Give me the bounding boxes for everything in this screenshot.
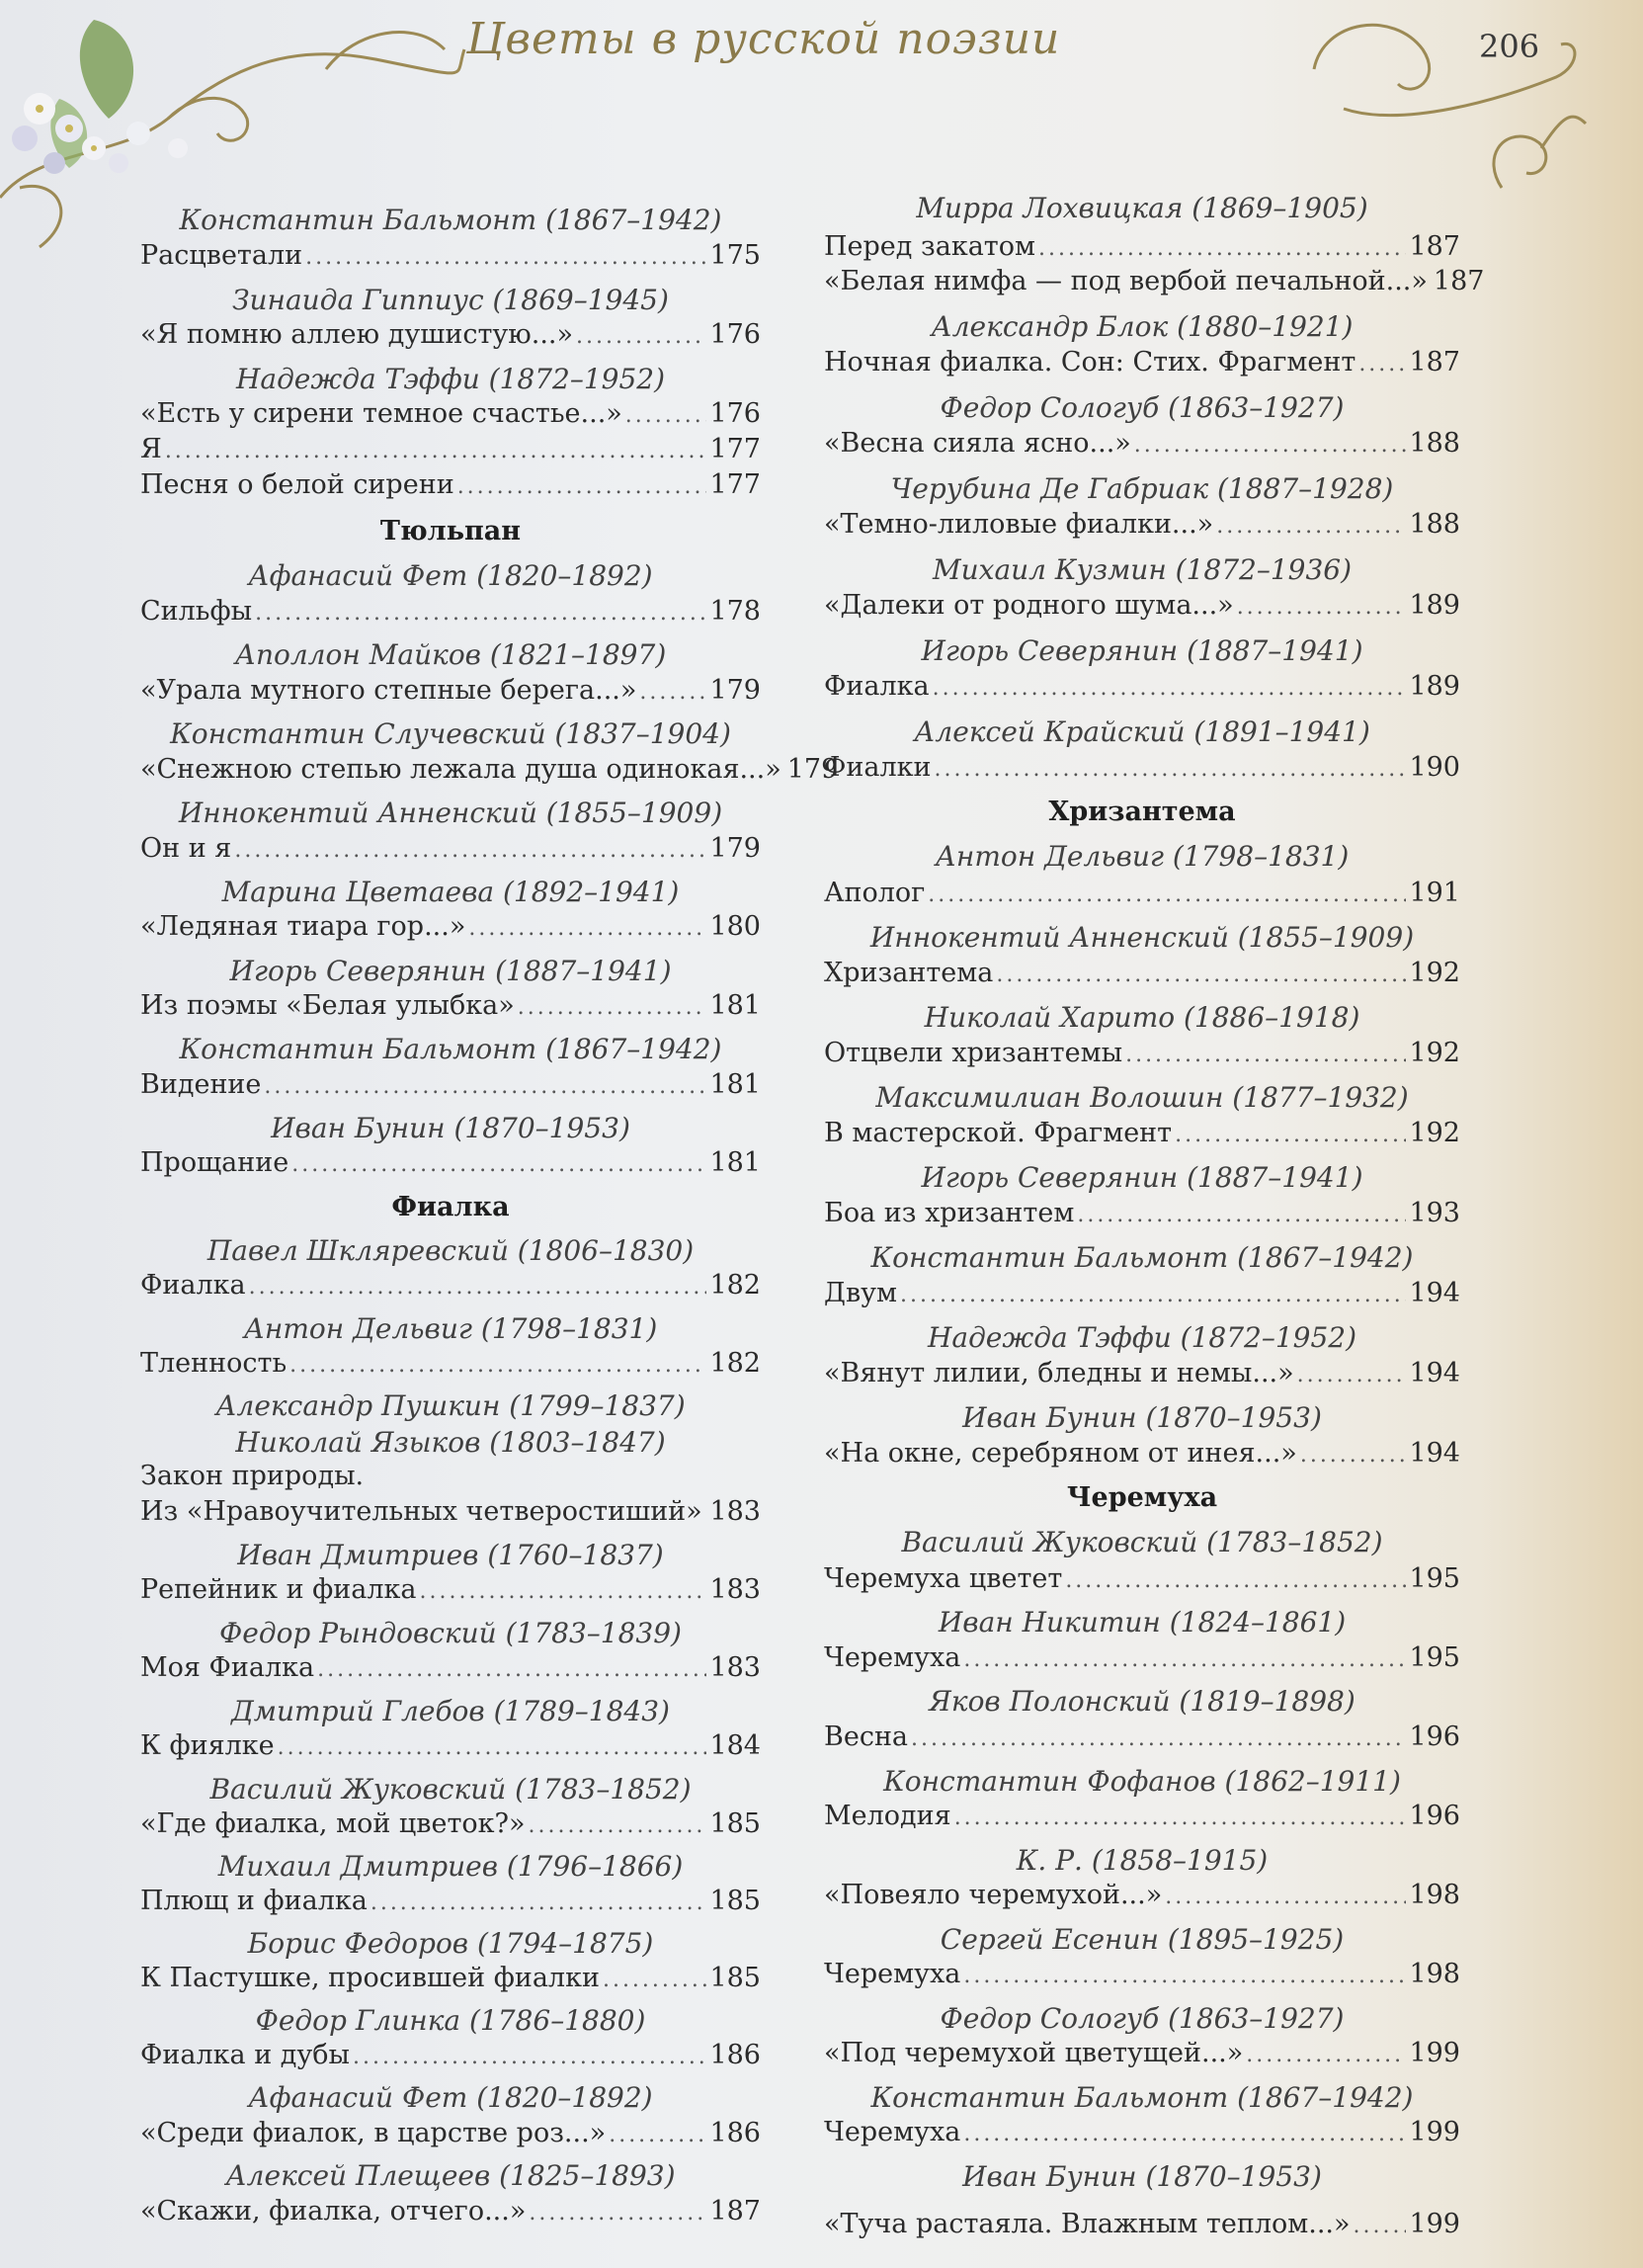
- dot-leader: [1065, 1568, 1406, 1593]
- toc-entry: [824, 1118, 1460, 1148]
- poem-title: Он и я: [140, 833, 232, 864]
- author-heading: Константин Бальмонт (1867–1942): [179, 204, 722, 236]
- toc-entry: [824, 958, 1460, 988]
- toc-entry: [824, 1198, 1460, 1228]
- toc-line-continued: Закон природы.: [140, 1461, 365, 1491]
- toc-entry: [140, 1496, 761, 1527]
- author-heading: Борис Федоров (1794–1875): [247, 1927, 654, 1960]
- poem-title: Черемуха: [824, 1642, 961, 1673]
- toc-entry: [140, 1963, 761, 1993]
- dot-leader: [1216, 514, 1406, 539]
- toc-entry: [140, 1069, 761, 1100]
- poem-title: Фиалки: [824, 752, 932, 783]
- author-heading: Яков Полонский (1819–1898): [929, 1685, 1355, 1718]
- dot-leader: [1134, 433, 1407, 458]
- page-ref: 177: [709, 469, 761, 500]
- dot-leader: [963, 1964, 1406, 1988]
- poem-title: Перед закатом: [824, 231, 1035, 262]
- author-heading: Мирра Лохвицкая (1869–1905): [916, 192, 1368, 224]
- page-number: 206: [1479, 28, 1540, 65]
- toc-entry: [824, 1438, 1460, 1469]
- toc-entry: [140, 1652, 761, 1683]
- page-ref: 179: [786, 754, 839, 785]
- author-heading: Николай Харито (1886–1918): [924, 1001, 1360, 1034]
- poem-title: «Где фиалка, мой цветок?»: [140, 1808, 526, 1839]
- dot-leader: [996, 963, 1406, 987]
- poem-title: Из поэмы «Белая улыбка»: [140, 990, 515, 1021]
- author-heading: Павел Шкляревский (1806–1830): [206, 1234, 695, 1267]
- page-ref: 189: [1409, 671, 1460, 702]
- section-heading: Тюльпан: [379, 516, 522, 546]
- page-ref: 184: [709, 1730, 761, 1761]
- toc-entry: [140, 1270, 761, 1301]
- toc-entry: [824, 1959, 1460, 1989]
- dot-leader: [289, 1353, 706, 1378]
- dot-leader: [1077, 1203, 1406, 1227]
- poem-title: К фиялке: [140, 1730, 275, 1761]
- toc-entry: [140, 1730, 761, 1761]
- author-heading: Василий Жуковский (1783–1852): [901, 1526, 1383, 1558]
- poem-title: Сильфы: [140, 596, 253, 627]
- author-heading: Иван Никитин (1824–1861): [938, 1606, 1347, 1638]
- dot-leader: [234, 838, 706, 863]
- author-heading: Александр Блок (1880–1921): [931, 310, 1354, 343]
- dot-leader: [963, 1647, 1406, 1672]
- dot-leader: [935, 757, 1407, 782]
- page-ref: 177: [709, 434, 761, 464]
- toc-entry: [824, 1278, 1460, 1308]
- toc-entry: [140, 911, 761, 942]
- author-heading: Михаил Кузмин (1872–1936): [932, 553, 1353, 586]
- dot-leader: [529, 2201, 706, 2226]
- page-ref: 196: [1409, 1801, 1460, 1831]
- toc-entry: [140, 1886, 761, 1916]
- dot-leader: [705, 1501, 707, 1526]
- page-ref: 192: [1409, 1038, 1460, 1068]
- toc-entry: [140, 1147, 761, 1178]
- toc-entry: [140, 675, 761, 706]
- dot-leader: [518, 995, 707, 1020]
- toc-entry: [824, 1880, 1460, 1910]
- dot-leader: [639, 680, 706, 705]
- toc-entry: [824, 878, 1460, 908]
- page-ref: 188: [1409, 509, 1460, 540]
- poem-title: Тленность: [140, 1348, 288, 1379]
- poem-title: Расцветали: [140, 240, 303, 271]
- poem-title: Песня о белой сирени: [140, 469, 454, 500]
- author-heading: Зинаида Гиппиус (1869–1945): [232, 284, 669, 316]
- dot-leader: [576, 324, 706, 349]
- page-ref: 193: [1409, 1198, 1460, 1228]
- toc-entry: [140, 833, 761, 864]
- dot-leader: [625, 403, 707, 428]
- author-heading: Алексей Плещеев (1825–1893): [225, 2159, 676, 2192]
- dot-leader: [1165, 1885, 1406, 1909]
- page-ref: 187: [709, 2196, 761, 2226]
- poem-title: Фиалка: [824, 671, 930, 702]
- toc-entry: [824, 1038, 1460, 1068]
- dot-leader: [933, 676, 1407, 701]
- poem-title: Аполог: [824, 878, 926, 908]
- page-ref: 186: [709, 2040, 761, 2070]
- poem-title: Из «Нравоучительных четверостиший»: [140, 1496, 702, 1527]
- section-heading: Фиалка: [391, 1192, 510, 1222]
- poem-title: Мелодия: [824, 1801, 951, 1831]
- dot-leader: [353, 2045, 706, 2069]
- poem-title: «Ледяная тиара гор...»: [140, 911, 466, 942]
- page-ref: 182: [709, 1270, 761, 1301]
- dot-leader: [1297, 1363, 1407, 1387]
- toc-entry: [140, 434, 761, 464]
- page-ref: 176: [709, 319, 761, 350]
- toc-entry: [824, 590, 1460, 621]
- page-ref: 191: [1409, 878, 1460, 908]
- toc-entry: [140, 1808, 761, 1839]
- page-ref: 182: [709, 1348, 761, 1379]
- toc-entry: [140, 2196, 761, 2226]
- toc-entry: [824, 752, 1460, 783]
- author-heading: Иннокентий Анненский (1855–1909): [869, 921, 1415, 954]
- author-heading: Аполлон Майков (1821–1897): [234, 638, 667, 671]
- author-heading: Федор Сологуб (1863–1927): [940, 2002, 1345, 2035]
- dot-leader: [305, 245, 706, 270]
- author-heading: Иван Бунин (1870–1953): [962, 1401, 1322, 1434]
- page-ref: 187: [1433, 266, 1485, 296]
- author-heading: Александр Пушкин (1799–1837): [215, 1389, 686, 1422]
- author-heading: Сергей Есенин (1895–1925): [940, 1923, 1345, 1956]
- page-ref: 198: [1409, 1959, 1460, 1989]
- poem-title: Видение: [140, 1069, 262, 1100]
- toc-entry: [824, 2117, 1460, 2147]
- toc-entry: [140, 1574, 761, 1605]
- author-heading: Игорь Северянин (1887–1941): [921, 634, 1363, 667]
- page-ref: 199: [1409, 2117, 1460, 2147]
- poem-title: К Пастушке, просившей фиалки: [140, 1963, 600, 1993]
- author-heading: К. Р. (1858–1915): [1016, 1844, 1269, 1877]
- poem-title: «Скажи, фиалка, отчего...»: [140, 2196, 527, 2226]
- page-ref: 196: [1409, 1722, 1460, 1752]
- page-ref: 199: [1409, 2038, 1460, 2068]
- author-heading: Черубина Де Габриак (1887–1928): [890, 472, 1394, 505]
- dot-leader: [1125, 1043, 1406, 1067]
- author-heading: Константин Бальмонт (1867–1942): [870, 1241, 1414, 1274]
- toc-entry: [140, 1348, 761, 1379]
- dot-leader: [1354, 2214, 1407, 2238]
- page-ref: 194: [1409, 1278, 1460, 1308]
- page-ref: 187: [1409, 231, 1460, 262]
- poem-title: Черемуха цветет: [824, 1563, 1063, 1594]
- page-ref: 185: [709, 1886, 761, 1916]
- author-heading: Василий Жуковский (1783–1852): [209, 1773, 692, 1806]
- author-heading: Федор Глинка (1786–1880): [255, 2004, 646, 2037]
- toc-entry: [140, 2118, 761, 2148]
- dot-leader: [963, 2122, 1406, 2146]
- author-heading: Иван Бунин (1870–1953): [962, 2160, 1322, 2193]
- poem-title: В мастерской. Фрагмент: [824, 1118, 1173, 1148]
- poem-title: Фиалка и дубы: [140, 2040, 351, 2070]
- page-ref: 192: [1409, 1118, 1460, 1148]
- page-ref: 194: [1409, 1438, 1460, 1469]
- toc-entry: [824, 1358, 1460, 1388]
- poem-title: «Темно-лиловые фиалки...»: [824, 509, 1214, 540]
- dot-leader: [278, 1735, 707, 1760]
- dot-leader: [1300, 1443, 1407, 1468]
- poem-title: Плющ и фиалка: [140, 1886, 368, 1916]
- poem-title: Черемуха: [824, 2117, 961, 2147]
- page-ref: 179: [709, 675, 761, 706]
- toc-entry: [824, 347, 1460, 378]
- page-ref: 195: [1409, 1642, 1460, 1673]
- poem-title: «Урала мутного степные берега...»: [140, 675, 637, 706]
- scroll-ornament: [1304, 0, 1601, 217]
- dot-leader: [954, 1806, 1407, 1830]
- author-heading: Игорь Северянин (1887–1941): [921, 1161, 1363, 1194]
- toc-entry: [824, 428, 1460, 459]
- dot-leader: [603, 1968, 707, 1992]
- toc-entry: [140, 398, 761, 429]
- author-heading: Федор Рындовский (1783–1839): [219, 1617, 682, 1649]
- author-heading: Афанасий Фет (1820–1892): [248, 2081, 653, 2114]
- page-ref: 178: [709, 596, 761, 627]
- poem-title: «Вянут лилии, бледны и немы...»: [824, 1358, 1294, 1388]
- poem-title: Черемуха: [824, 1959, 961, 1989]
- dot-leader: [1358, 352, 1406, 377]
- poem-title: Отцвели хризантемы: [824, 1038, 1123, 1068]
- poem-title: Двум: [824, 1278, 898, 1308]
- poem-title: Фиалка: [140, 1270, 246, 1301]
- dot-leader: [457, 474, 707, 499]
- page-ref: 183: [709, 1652, 761, 1683]
- author-heading: Надежда Тэффи (1872–1952): [927, 1321, 1357, 1354]
- dot-leader: [1246, 2043, 1406, 2067]
- toc-entry: [140, 319, 761, 350]
- poem-title: «Далеки от родного шума...»: [824, 590, 1234, 621]
- toc-entry: [140, 2040, 761, 2070]
- page-ref: 189: [1409, 590, 1460, 621]
- page-ref: 185: [709, 1808, 761, 1839]
- section-heading: Черемуха: [1066, 1482, 1218, 1513]
- dot-leader: [1175, 1123, 1406, 1147]
- dot-leader: [928, 882, 1406, 907]
- dot-leader: [900, 1283, 1406, 1307]
- dot-leader: [264, 1074, 706, 1099]
- poem-title: Репейник и фиалка: [140, 1574, 417, 1605]
- author-heading: Надежда Тэффи (1872–1952): [235, 363, 666, 395]
- poem-title: «На окне, серебряном от инея...»: [824, 1438, 1297, 1469]
- dot-leader: [420, 1579, 707, 1604]
- poem-title: Весна: [824, 1722, 909, 1752]
- author-heading: Алексей Крайский (1891–1941): [914, 715, 1370, 748]
- dot-leader: [911, 1726, 1406, 1751]
- toc-entry: [824, 266, 1485, 296]
- section-heading: Хризантема: [1048, 797, 1236, 827]
- page-ref: 181: [709, 1069, 761, 1100]
- page-ref: 179: [709, 833, 761, 864]
- dot-leader: [249, 1275, 707, 1300]
- page-ref: 199: [1409, 2209, 1460, 2239]
- toc-entry: [824, 671, 1460, 702]
- toc-entry: [140, 240, 761, 271]
- author-heading: Константин Фофанов (1862–1911): [883, 1765, 1401, 1798]
- toc-entry: [824, 231, 1460, 262]
- page-ref: 195: [1409, 1563, 1460, 1594]
- page-ref: 181: [709, 1147, 761, 1178]
- dot-leader: [317, 1657, 706, 1682]
- poem-title: «Среди фиалок, в царстве роз...»: [140, 2118, 607, 2148]
- author-heading: Афанасий Фет (1820–1892): [248, 559, 653, 592]
- page-ref: 180: [709, 911, 761, 942]
- toc-entry: [824, 1801, 1460, 1831]
- toc-entry: [824, 1563, 1460, 1594]
- dot-leader: [609, 2123, 706, 2147]
- author-heading: Иван Бунин (1870–1953): [271, 1112, 630, 1144]
- author-heading: Константин Бальмонт (1867–1942): [179, 1033, 722, 1065]
- author-heading: Дмитрий Глебов (1789–1843): [231, 1695, 670, 1727]
- page-ref: 183: [709, 1496, 761, 1527]
- author-heading: Марина Цветаева (1892–1941): [221, 876, 680, 908]
- author-heading: Игорь Северянин (1887–1941): [229, 955, 672, 987]
- poem-title: Я: [140, 434, 162, 464]
- author-heading: Николай Языков (1803–1847): [235, 1426, 666, 1459]
- author-heading: Антон Дельвиг (1798–1831): [935, 840, 1350, 873]
- page-ref: 185: [709, 1963, 761, 1993]
- poem-title: «Белая нимфа — под вербой печальной...»: [824, 266, 1428, 296]
- poem-title: «Повеяло черемухой...»: [824, 1880, 1163, 1910]
- page-ref: 188: [1409, 428, 1460, 459]
- poem-title: Боа из хризантем: [824, 1198, 1075, 1228]
- author-heading: Иван Дмитриев (1760–1837): [237, 1539, 664, 1571]
- dot-leader: [291, 1152, 706, 1177]
- page-ref: 190: [1409, 752, 1460, 783]
- page-ref: 175: [709, 240, 761, 271]
- poem-title: «Я помню аллею душистую...»: [140, 319, 574, 350]
- poem-title: «Туча растаяла. Влажным теплом...»: [824, 2209, 1351, 2239]
- poem-title: Моя Фиалка: [140, 1652, 315, 1683]
- book-title-header: Цветы в русской поэзии: [466, 14, 1061, 64]
- toc-entry: [140, 754, 839, 785]
- dot-leader: [1038, 236, 1406, 261]
- toc-entry: [140, 990, 761, 1021]
- page-ref: 186: [709, 2118, 761, 2148]
- poem-title: Хризантема: [824, 958, 994, 988]
- author-heading: Антон Дельвиг (1798–1831): [243, 1312, 658, 1345]
- poem-title: Прощание: [140, 1147, 289, 1178]
- page-ref: 181: [709, 990, 761, 1021]
- page-ref: 187: [1409, 347, 1460, 378]
- author-heading: Константин Случевский (1837–1904): [170, 717, 731, 750]
- dot-leader: [165, 439, 707, 463]
- toc-entry: [824, 1722, 1460, 1752]
- author-heading: Федор Сологуб (1863–1927): [940, 391, 1345, 424]
- poem-title: «Под черемухой цветущей...»: [824, 2038, 1244, 2068]
- page-ref: 192: [1409, 958, 1460, 988]
- dot-leader: [255, 601, 706, 626]
- page-ref: 198: [1409, 1880, 1460, 1910]
- author-heading: Константин Бальмонт (1867–1942): [870, 2081, 1414, 2114]
- page-ref: 176: [709, 398, 761, 429]
- toc-entry: [824, 509, 1460, 540]
- dot-leader: [468, 916, 706, 941]
- page-ref: 194: [1409, 1358, 1460, 1388]
- poem-title: Ночная фиалка. Сон: Стих. Фрагмент: [824, 347, 1356, 378]
- author-heading: Максимилиан Волошин (1877–1932): [875, 1081, 1409, 1114]
- dot-leader: [370, 1890, 707, 1915]
- toc-entry: [824, 1642, 1460, 1673]
- author-heading: Иннокентий Анненский (1855–1909): [178, 797, 723, 829]
- dot-leader: [1237, 595, 1407, 620]
- poem-title: «Снежною степью лежала душа одинокая...»: [140, 754, 781, 785]
- toc-entry: [140, 596, 761, 627]
- toc-entry: [824, 2209, 1460, 2239]
- dot-leader: [529, 1813, 707, 1838]
- toc-entry: [140, 469, 761, 500]
- toc-entry: [824, 2038, 1460, 2068]
- page-ref: 183: [709, 1574, 761, 1605]
- poem-title: «Есть у сирени темное счастье...»: [140, 398, 622, 429]
- poem-title: «Весна сияла ясно...»: [824, 428, 1131, 459]
- author-heading: Михаил Дмитриев (1796–1866): [217, 1850, 684, 1883]
